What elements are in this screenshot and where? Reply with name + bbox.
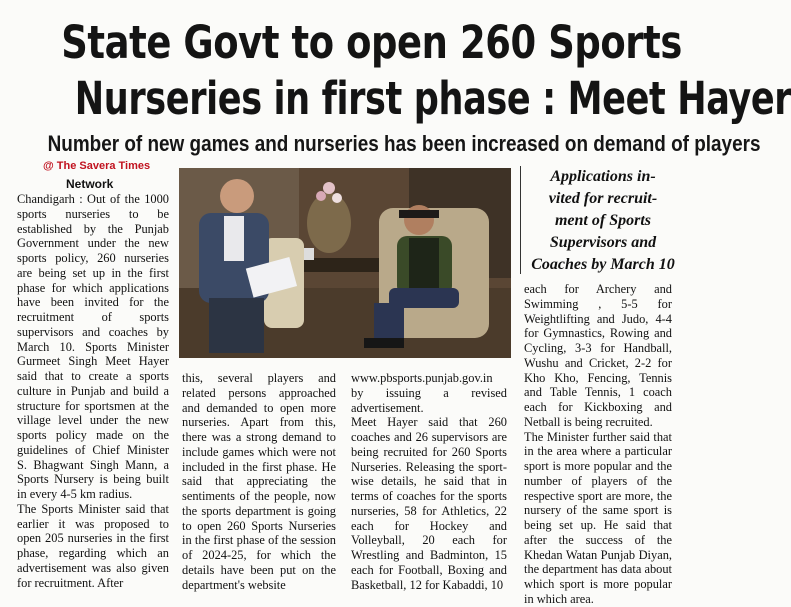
article-column-3	[351, 371, 507, 592]
paragraph: each for Archery and Swimming , 5-5 for Weightlifting and Judo, 4-4 for Gymnastics, Rowing and Cycling, 3-3 for Handball, Wushu and Cricket, 2-2 for Kho Kho, Fencing, Tennis and Table Tennis, 1 coach each for Kickboxing and Netball is being recruited.	[524, 282, 672, 429]
headline-line-1: State Govt to open 260 Sports	[61, 16, 682, 69]
article-column-2	[182, 371, 336, 592]
byline: @ The Savera Times	[43, 160, 151, 172]
paragraph: The Sports Minister said that earlier it was proposed to open 205 nurseries in the first phase, regarding which an advertisement was also given for recruitment. After	[17, 501, 169, 590]
article-column-1	[17, 192, 169, 590]
dateline: Network	[66, 177, 114, 191]
sidebox-line: Applications in-	[550, 168, 656, 185]
article-column-4	[524, 282, 672, 607]
meeting-photo	[179, 168, 511, 358]
sidebox-line: ment of Sports	[554, 212, 651, 229]
paragraph: The Minister further said that in the area where a particular sport is more popular and the number of players of the respective sport are more, the nursery of the same sport is being set up. He said that after the success of the Khedan Watan Punjab Diyan, the department has data about which sport is more popular in which area.	[524, 429, 672, 606]
column-divider	[520, 166, 521, 274]
sidebox-line: Supervisors and	[549, 234, 657, 251]
paragraph: this, several players and related persons approached and demanded to open more nurseries. Apart from this, there was a strong demand to include games which were not included in the first phase. He said that appreciating the sentiments of the people, now the sports department is going to open 260 Sports Nurseries in the first phase of the session of 2024-25, for which the details have been put on the department's website	[182, 371, 336, 592]
sidebox-line: vited for recruit-	[548, 190, 658, 207]
paragraph: Chandigarh : Out of the 1000 sports nurseries to be established by the Punjab Government under the new sports policy, 260 nurseries are being set up in the first phase for which applications have been invited for the recruitment of sports supervisors and coaches by March 10. Sports Minister Gurmeet Singh Meet Hayer said that to create a sports culture in Punjab and build a structure for sportsmen at the village level under the new sports policy made on the guidelines of Chief Minister S. Bhagwant Singh Mann, a Sports Nursery is being built in every 4-5 km radius.	[17, 192, 169, 501]
paragraph: www.pbsports.punjab.gov.in by issuing a revised advertisement.	[351, 371, 507, 415]
paragraph: Meet Hayer said that 260 coaches and 26 supervisors are being recruited for 260 Sports Nurseries. Releasing the sport-wise details, he said that in terms of coaches for the sports nurseries, 58 for Athletics, 22 each for Hockey and Volleyball, 20 each for Wrestling and Badminton, 15 each for Football, Boxing and Basketball, 12 for Kabaddi, 10	[351, 415, 507, 592]
headline-line-2: Nurseries in first phase : Meet Hayer	[74, 72, 791, 125]
meeting-photo-illustration	[179, 168, 511, 358]
sidebox-headline	[528, 166, 678, 276]
sidebox-line: Coaches by March 10	[531, 256, 675, 273]
subheadline: Number of new games and nurseries has been increased on demand of players	[47, 131, 761, 156]
